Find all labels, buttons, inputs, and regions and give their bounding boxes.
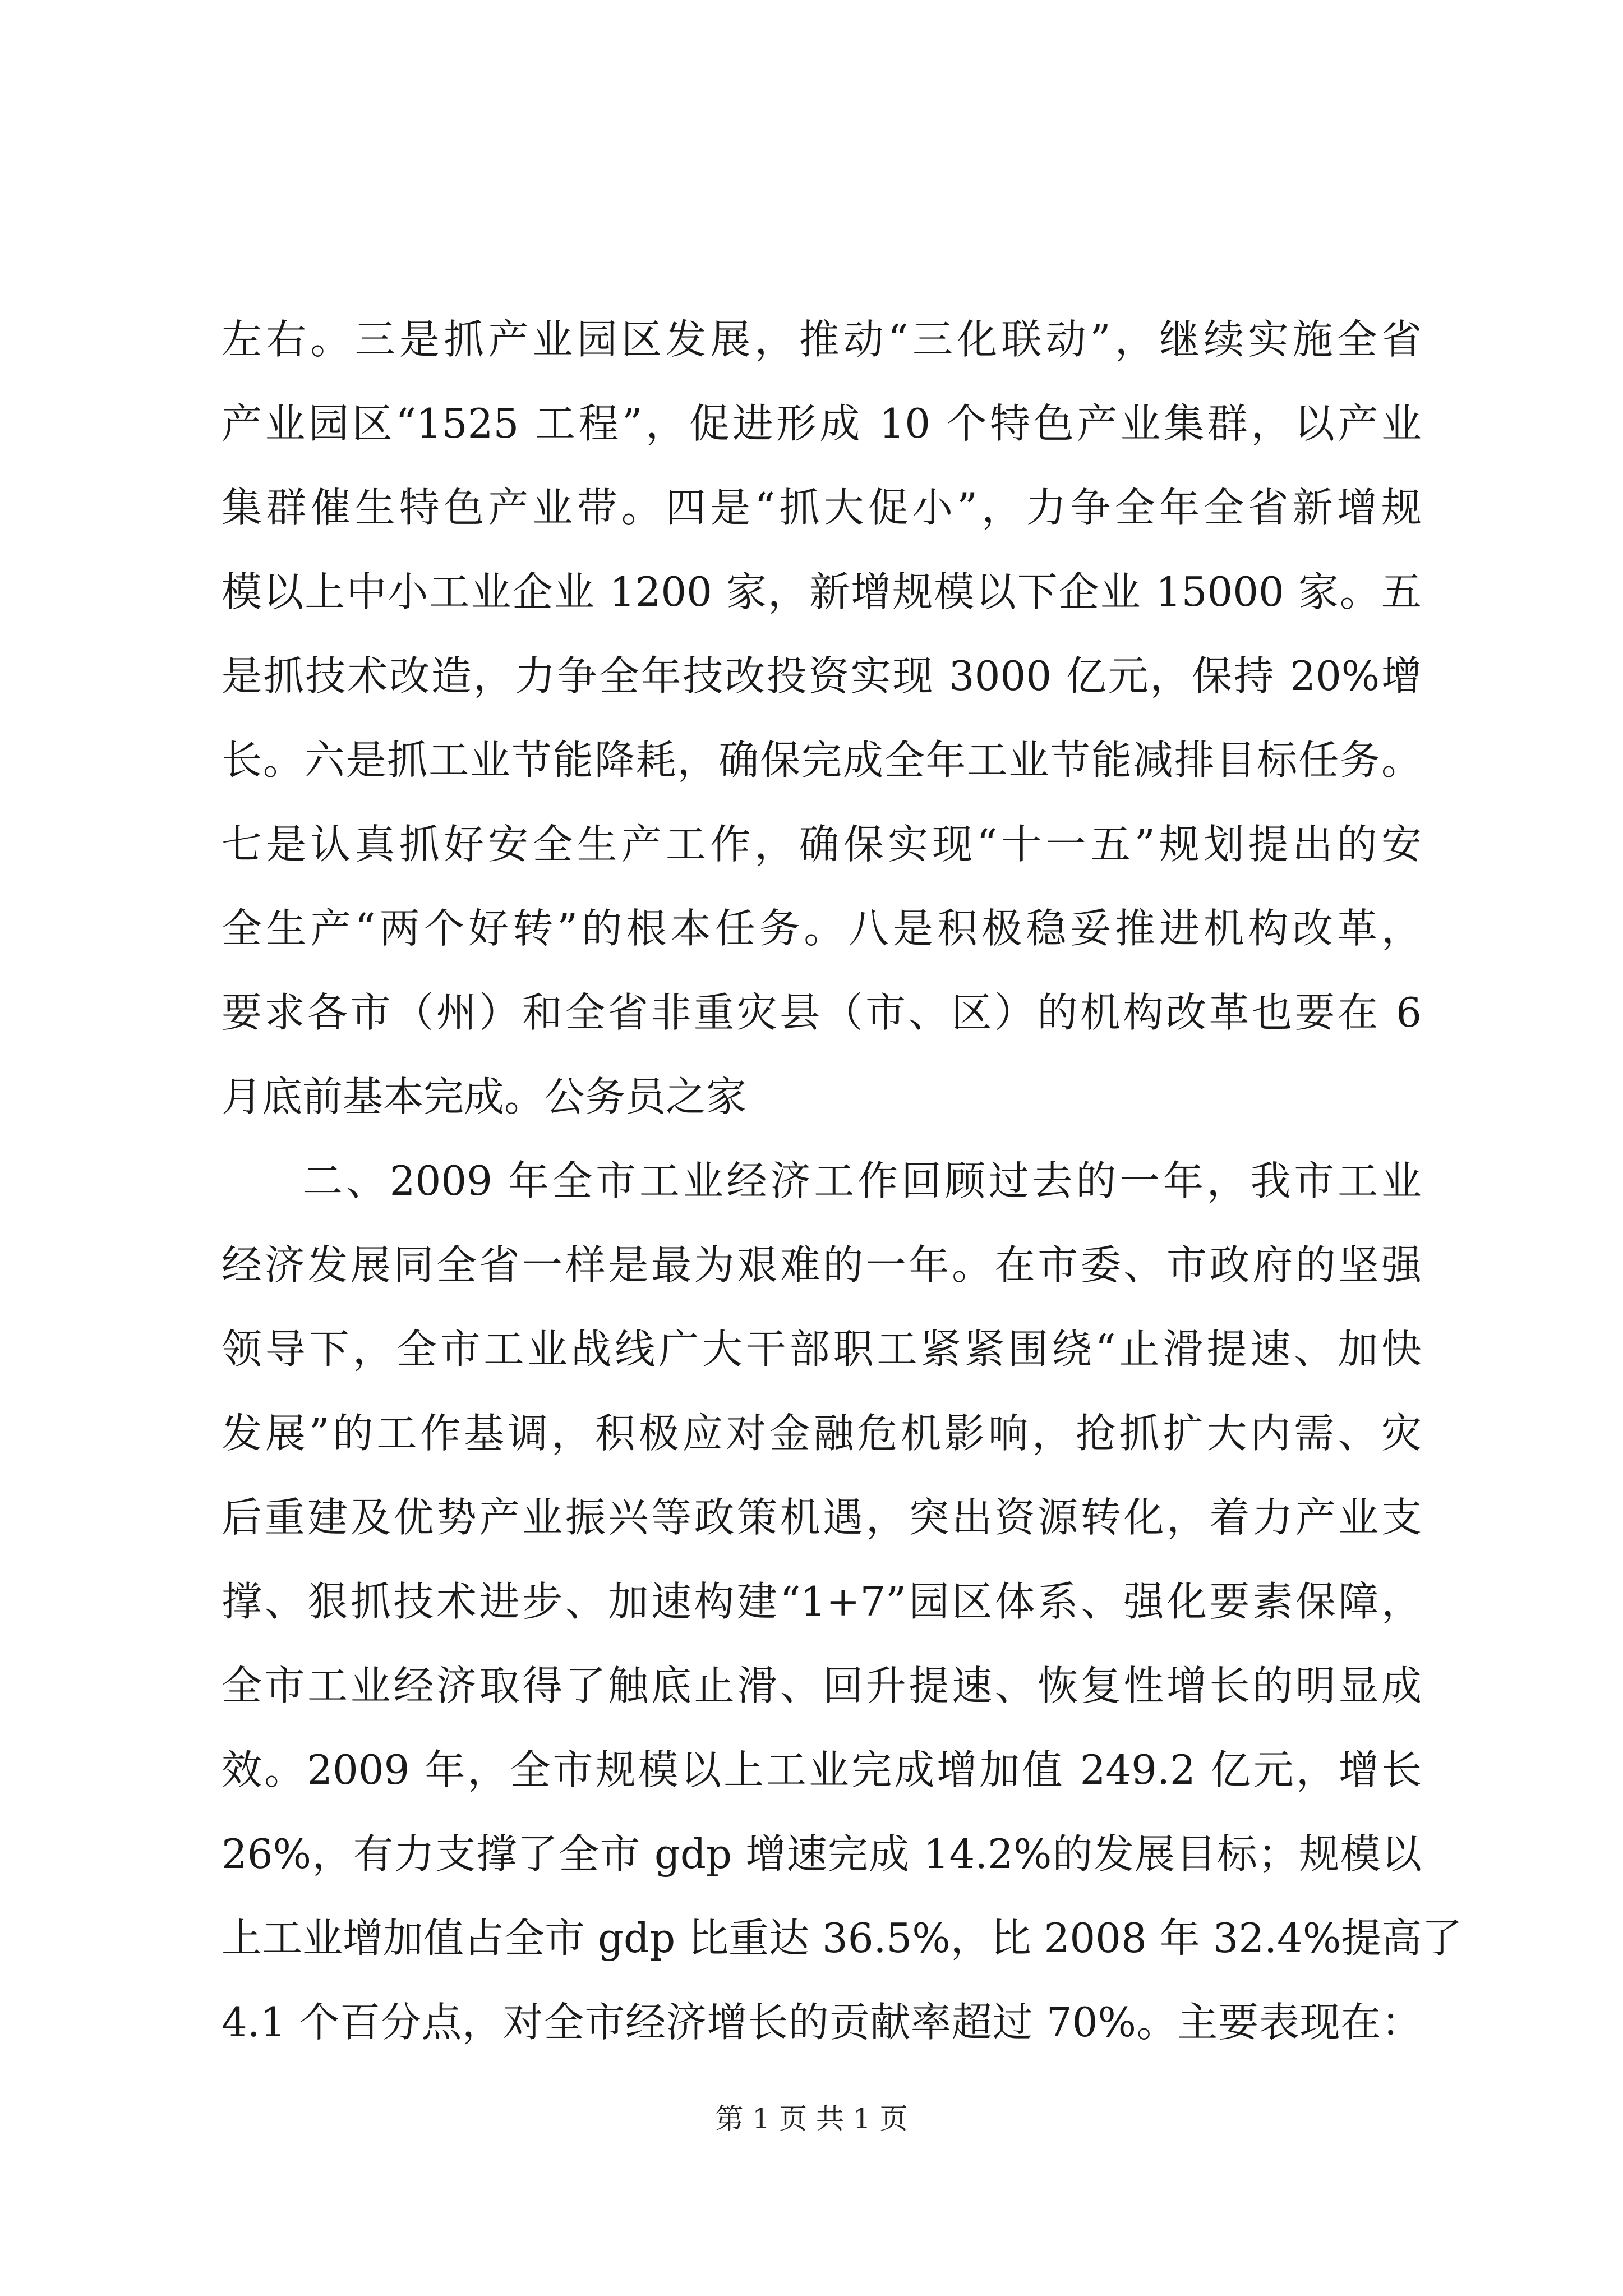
text-line: 是抓技术改造，力争全年技改投资实现 3000 亿元，保持 20%增 xyxy=(222,652,1422,700)
text-line: 上工业增加值占全市 gdp 比重达 36.5%，比 2008 年 32.4%提高了 xyxy=(222,1915,1463,1962)
text-line: 集群催生特色产业带。四是“抓大促小”，力争全年全省新增规 xyxy=(222,484,1422,531)
paragraph-first-line: 二、2009 年全市工业经济工作回顾过去的一年，我市工业 xyxy=(302,1157,1422,1204)
text-line: 撑、狠抓技术进步、加速构建“1+7”园区体系、强化要素保障， xyxy=(222,1578,1422,1625)
text-line: 效。2009 年，全市规模以上工业完成增加值 249.2 亿元，增长 xyxy=(222,1746,1422,1793)
text-line: 领导下，全市工业战线广大干部职工紧紧围绕“止滑提速、加快 xyxy=(222,1326,1422,1373)
text-line: 全市工业经济取得了触底止滑、回升提速、恢复性增长的明显成 xyxy=(222,1662,1422,1709)
text-line: 全生产“两个好转”的根本任务。八是积极稳妥推进机构改革， xyxy=(222,905,1422,952)
text-line: 要求各市（州）和全省非重灾县（市、区）的机构改革也要在 6 xyxy=(222,989,1422,1036)
text-line: 长。六是抓工业节能降耗，确保完成全年工业节能减排目标任务。 xyxy=(222,737,1422,784)
text-line: 产业园区“1525 工程”，促进形成 10 个特色产业集群，以产业 xyxy=(222,400,1422,447)
text-line: 模以上中小工业企业 1200 家，新增规模以下企业 15000 家。五 xyxy=(222,568,1422,615)
text-line: 后重建及优势产业振兴等政策机遇，突出资源转化，着力产业支 xyxy=(222,1494,1422,1541)
text-line: 发展”的工作基调，积极应对金融危机影响，抢抓扩大内需、灾 xyxy=(222,1410,1422,1457)
text-line: 经济发展同全省一样是最为艰难的一年。在市委、市政府的坚强 xyxy=(222,1241,1422,1289)
page-footer: 第 1 页 共 1 页 xyxy=(715,2102,908,2135)
text-line: 26%，有力支撑了全市 gdp 增速完成 14.2%的发展目标；规模以 xyxy=(222,1830,1422,1878)
text-line: 4.1 个百分点，对全市经济增长的贡献率超过 70%。主要表现在： xyxy=(222,1999,1422,2046)
text-line: 月底前基本完成。公务员之家 xyxy=(222,1073,747,1120)
text-line: 左右。三是抓产业园区发展，推动“三化联动”，继续实施全省 xyxy=(222,316,1422,363)
text-line: 七是认真抓好安全生产工作，确保实现“十一五”规划提出的安 xyxy=(222,821,1422,868)
